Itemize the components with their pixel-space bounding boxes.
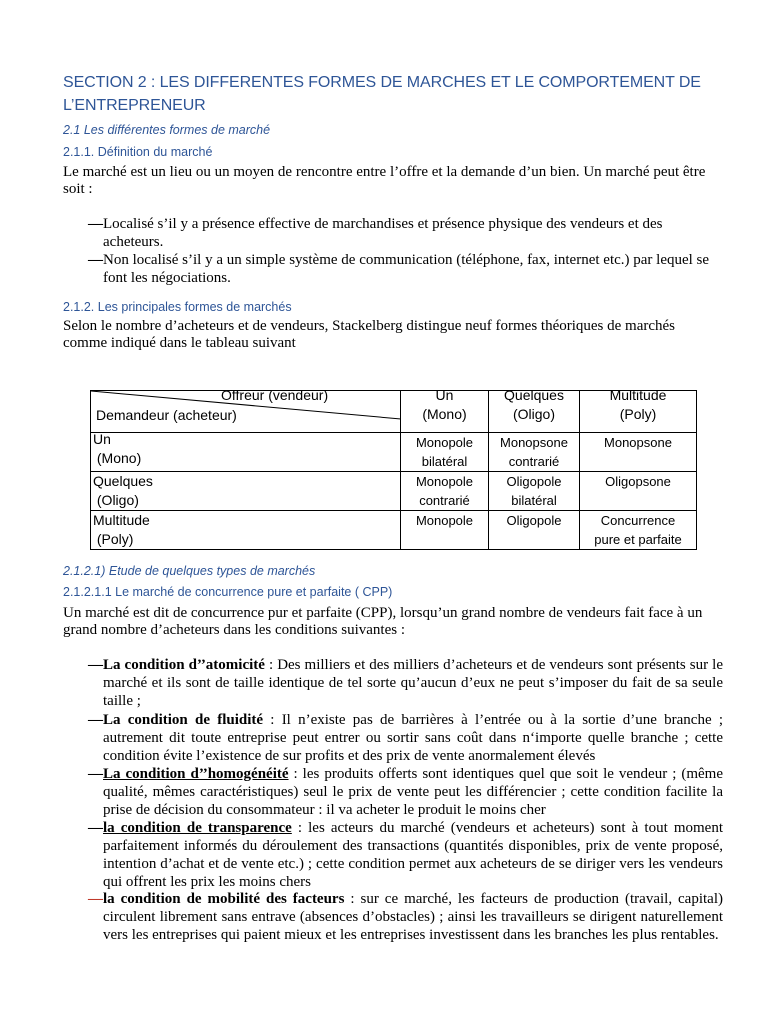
- heading-2-1: 2.1 Les différentes formes de marché: [63, 123, 271, 137]
- section-title: SECTION 2 : LES DIFFERENTES FORMES DE MARCHES ET LE COMPORTEMENT DE L’ENTREPRENEUR: [63, 74, 701, 114]
- table-cell: [489, 511, 580, 550]
- cell-line1: Oligopole: [506, 474, 562, 489]
- condition-text: : Il n’existe pas de barrières à l’entrée ou à la sortie d’une branche ; autrement dit toute entreprise peut entrer ou sortir sans coût dans n‘importe quelle branche ; cette condition évite l’existence de sur profits et des prix de vente anormalement élevés: [103, 712, 724, 764]
- col-header-line1: Quelques: [504, 387, 564, 403]
- col-header-line1: Un: [435, 387, 454, 403]
- table-cell: [580, 511, 697, 550]
- cell-line2: bilatéral: [421, 454, 468, 469]
- cell-line1: Monopole: [415, 435, 474, 450]
- cell-line2: bilatéral: [511, 493, 557, 508]
- table-cell: [401, 472, 489, 511]
- row-header-line2: (Mono): [93, 450, 142, 466]
- table-cell: [580, 433, 697, 472]
- table-row: [91, 433, 697, 472]
- table-row: [91, 472, 697, 511]
- condition-fluidite: [88, 711, 723, 765]
- definition-paragraph: Le marché est un lieu ou un moyen de rencontre entre l’offre et la demande d’un bien. Un marché peut être soit :: [63, 164, 706, 197]
- row-header-line2: (Oligo): [93, 492, 139, 508]
- heading-2-1-2-1-1: 2.1.2.1.1 Le marché de concurrence pure et parfaite ( CPP): [63, 585, 393, 599]
- row-header-poly: [91, 511, 401, 550]
- condition-title: La condition d’’atomicité: [103, 657, 265, 673]
- condition-text: : les acteurs du marché (vendeurs et acheteurs) sont à tout moment parfaitement informés du déroulement des transactions (quantités disponibles, prix de vente proposé, intention d’achat et de vente etc.) ; cette condition permet aux acheteurs de se diriger vers les vendeurs qui offrent les prix les moins chers: [103, 820, 723, 890]
- heading-2-1-1: 2.1.1. Définition du marché: [63, 145, 213, 159]
- col-header-line2: (Oligo): [512, 406, 555, 422]
- stackelberg-paragraph: Selon le nombre d’acheteurs et de vendeurs, Stackelberg distingue neuf formes théoriques de marchés comme indiqué dans le tableau suivant: [63, 318, 676, 351]
- corner-offreur-label: Offreur (vendeur): [221, 387, 329, 403]
- heading-2-1-2: 2.1.2. Les principales formes de marchés: [63, 300, 292, 314]
- dash-marker: —: [88, 657, 103, 673]
- cell-line1: Oligopsone: [605, 474, 671, 489]
- condition-title: La condition d’’homogénéité: [103, 766, 289, 782]
- table-cell: [401, 511, 489, 550]
- cell-line2: contrarié: [419, 493, 470, 508]
- dash-marker: —: [88, 891, 103, 907]
- cell-line1: Concurrence: [600, 513, 676, 528]
- cell-line2: pure et parfaite: [594, 532, 682, 547]
- table-corner-cell: [91, 387, 401, 433]
- col-header-poly: [580, 387, 697, 433]
- heading-2-1-2-1: 2.1.2.1) Etude de quelques types de marchés: [63, 564, 316, 578]
- table-cell: [401, 433, 489, 472]
- row-header-line1: Quelques: [93, 473, 153, 489]
- condition-title: la condition de transparence: [103, 820, 292, 836]
- col-header-line2: (Mono): [422, 406, 467, 422]
- col-header-line2: (Poly): [619, 406, 657, 422]
- table-row: [91, 511, 697, 550]
- col-header-line1: Multitude: [609, 387, 667, 403]
- cell-line1: Monopsone: [500, 435, 568, 450]
- table-cell: [489, 472, 580, 511]
- col-header-oligo: [489, 387, 580, 433]
- row-header-line2: (Poly): [93, 531, 134, 547]
- dash-marker: —: [88, 820, 103, 836]
- definition-bullet-1: [88, 215, 723, 251]
- cell-line1: Monopsone: [604, 435, 672, 450]
- dash-marker: —: [88, 766, 103, 782]
- condition-text: : Des milliers et des milliers d’acheteurs et de vendeurs sont présents sur le marché et ils sont de taille identique de tel sorte qu’aucun d’eux ne peut s’imposer du fait de sa seule taille ;: [103, 657, 724, 709]
- dash-marker: —: [88, 252, 103, 268]
- table-cell: [580, 472, 697, 511]
- cpp-paragraph: Un marché est dit de concurrence pur et parfaite (CPP), lorsqu’un grand nombre de vendeurs fait face à un grand nombre d’acheteurs dans les conditions suivantes :: [63, 605, 703, 638]
- table-cell: [489, 433, 580, 472]
- condition-transparence: [88, 819, 723, 891]
- row-header-mono: [91, 433, 401, 472]
- row-header-oligo: [91, 472, 401, 511]
- condition-text: : sur ce marché, les facteurs de production (travail, capital) circulent librement sans entrave (absences d’obstacles) ; ainsi les travailleurs se dirigent naturellement vers les entreprises qui paient mieux et les entreprises investissent dans les branches les plus rentables.: [103, 891, 723, 943]
- condition-title: La condition de fluidité: [103, 712, 264, 728]
- cell-line1: Monopole: [415, 474, 474, 489]
- dash-marker: —: [88, 712, 103, 728]
- cell-line2: contrarié: [508, 454, 560, 469]
- cell-line1: Oligopole: [506, 513, 562, 528]
- condition-mobilite: [88, 890, 723, 944]
- condition-atomicite: [88, 656, 723, 710]
- dash-marker: —: [88, 216, 103, 232]
- row-header-line1: Un: [93, 431, 111, 447]
- corner-demandeur-label: Demandeur (acheteur): [96, 407, 237, 423]
- row-header-line1: Multitude: [93, 512, 150, 528]
- condition-title: la condition de mobilité des facteurs: [103, 891, 345, 907]
- condition-text: : les produits offerts sont identiques quel que soit le vendeur ; (même qualité, mêmes caractéristiques) seul le prix de vente peut les différencier ; cette condition facilite la prise de décision du consommateur : il va acheter le produit le moins cher: [103, 766, 723, 818]
- bullet-text: Localisé s’il y a présence effective de marchandises et présence physique des vendeurs et des acheteurs.: [103, 216, 663, 250]
- condition-homogeneite: [88, 765, 723, 819]
- cell-line1: Monopole: [415, 513, 474, 528]
- col-header-mono: [401, 387, 489, 433]
- definition-bullet-2: [88, 251, 723, 287]
- market-forms-table: [90, 387, 696, 547]
- bullet-text: Non localisé s’il y a un simple système de communication (téléphone, fax, internet etc.) par lequel se font les négociations.: [103, 252, 710, 286]
